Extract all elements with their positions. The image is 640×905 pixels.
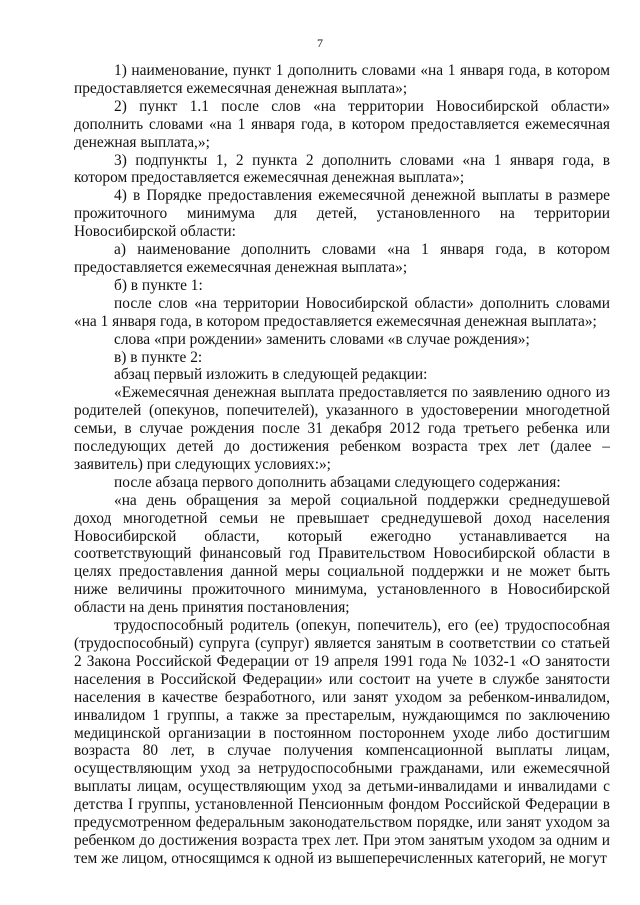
paragraph-4a: а) наименование дополнить словами «на 1 января года, в котором предоставляется ежемесячная денежная выплата»; bbox=[74, 241, 610, 276]
paragraph-3: 3) подпункты 1, 2 пункта 2 дополнить словами «на 1 января года, в котором предоставляется ежемесячная денежная выплата»; bbox=[74, 151, 610, 187]
quoted-paragraph-3: трудоспособный родитель (опекун, попечитель), его (ее) трудоспособная (трудоспособный) супруга (супруг) является занятым в соответствии со статьей 2 Закона Российской Федерации от 19 апреля 1991 года № 1032-1 «О занятости населения в Российской Федерации» или состоит на учете в службе занятости населения в качестве безработного, или занят уходом за ребенком-инвалидом, инвалидом 1 группы, а также за престарелым, нуждающимся по заключению медицинской организации в постоянном постороннем уходе либо достигшим возраста 80 лет, в случае получения компенсационной выплаты лицам, осуществляющим уход за нетрудоспособными гражданами, или ежемесячной выплаты лицам, осуществляющим уход за детьми-инвалидами и инвалидами с детства I группы, установленной Пенсионным фондом Российской Федерации в предусмотренном федеральным законодательством порядке, или занят уходом за ребенком до достижения возраста трех лет. При этом занятым уходом за одним и тем же лицом, относящимся к одной из вышеперечисленных категорий, не могут bbox=[74, 617, 610, 867]
quoted-paragraph-1: «Ежемесячная денежная выплата предоставляется по заявлению одного из родителей (опекунов, попечителей), указанного в удостоверении многодетной семьи, в случае рождения после 31 декабря 2012 года третьего ребенка или последующих детей до достижения ребенком возраста трех лет (далее – заявитель) при следующих условиях:»; bbox=[74, 384, 610, 473]
paragraph-4v-2: после абзаца первого дополнить абзацами следующего содержания: bbox=[114, 473, 561, 491]
quoted-paragraph-2: «на день обращения за мерой социальной поддержки среднедушевой доход многодетной семьи не превышает среднедушевой доход населения Новосибирской области, который ежегодно устанавливается на соответствующий финансовый год Правительством Новосибирской области в целях предоставления данной меры социальной поддержки и не может быть ниже величины прожиточного минимума, установленного в Новосибирской области на день принятия постановления; bbox=[74, 491, 610, 617]
paragraph-2: 2) пункт 1.1 после слов «на территории Новосибирской области» дополнить словами «на 1 января года, в котором предоставляется ежемесячная денежная выплата,»; bbox=[74, 97, 610, 151]
paragraph-4b-2: слова «при рождении» заменить словами «в случае рождения»; bbox=[114, 330, 530, 348]
paragraph-4: 4) в Порядке предоставления ежемесячной денежной выплаты в размере прожиточного минимума для детей, установленного на территории Новосибирской области: bbox=[74, 187, 610, 241]
paragraph-4b-1: после слов «на территории Новосибирской области» дополнить словами «на 1 января года, в котором предоставляется ежемесячная денежная выплата»; bbox=[74, 294, 610, 330]
document-body bbox=[74, 62, 610, 868]
paragraph-4v-1: абзац первый изложить в следующей редакции: bbox=[114, 366, 428, 384]
paragraph-4b: б) в пункте 1: bbox=[114, 276, 203, 294]
page-number: 7 bbox=[317, 36, 323, 50]
paragraph-1: 1) наименование, пункт 1 дополнить словами «на 1 января года, в котором предоставляется ежемесячная денежная выплата»; bbox=[74, 62, 610, 97]
paragraph-4v: в) в пункте 2: bbox=[114, 348, 203, 366]
